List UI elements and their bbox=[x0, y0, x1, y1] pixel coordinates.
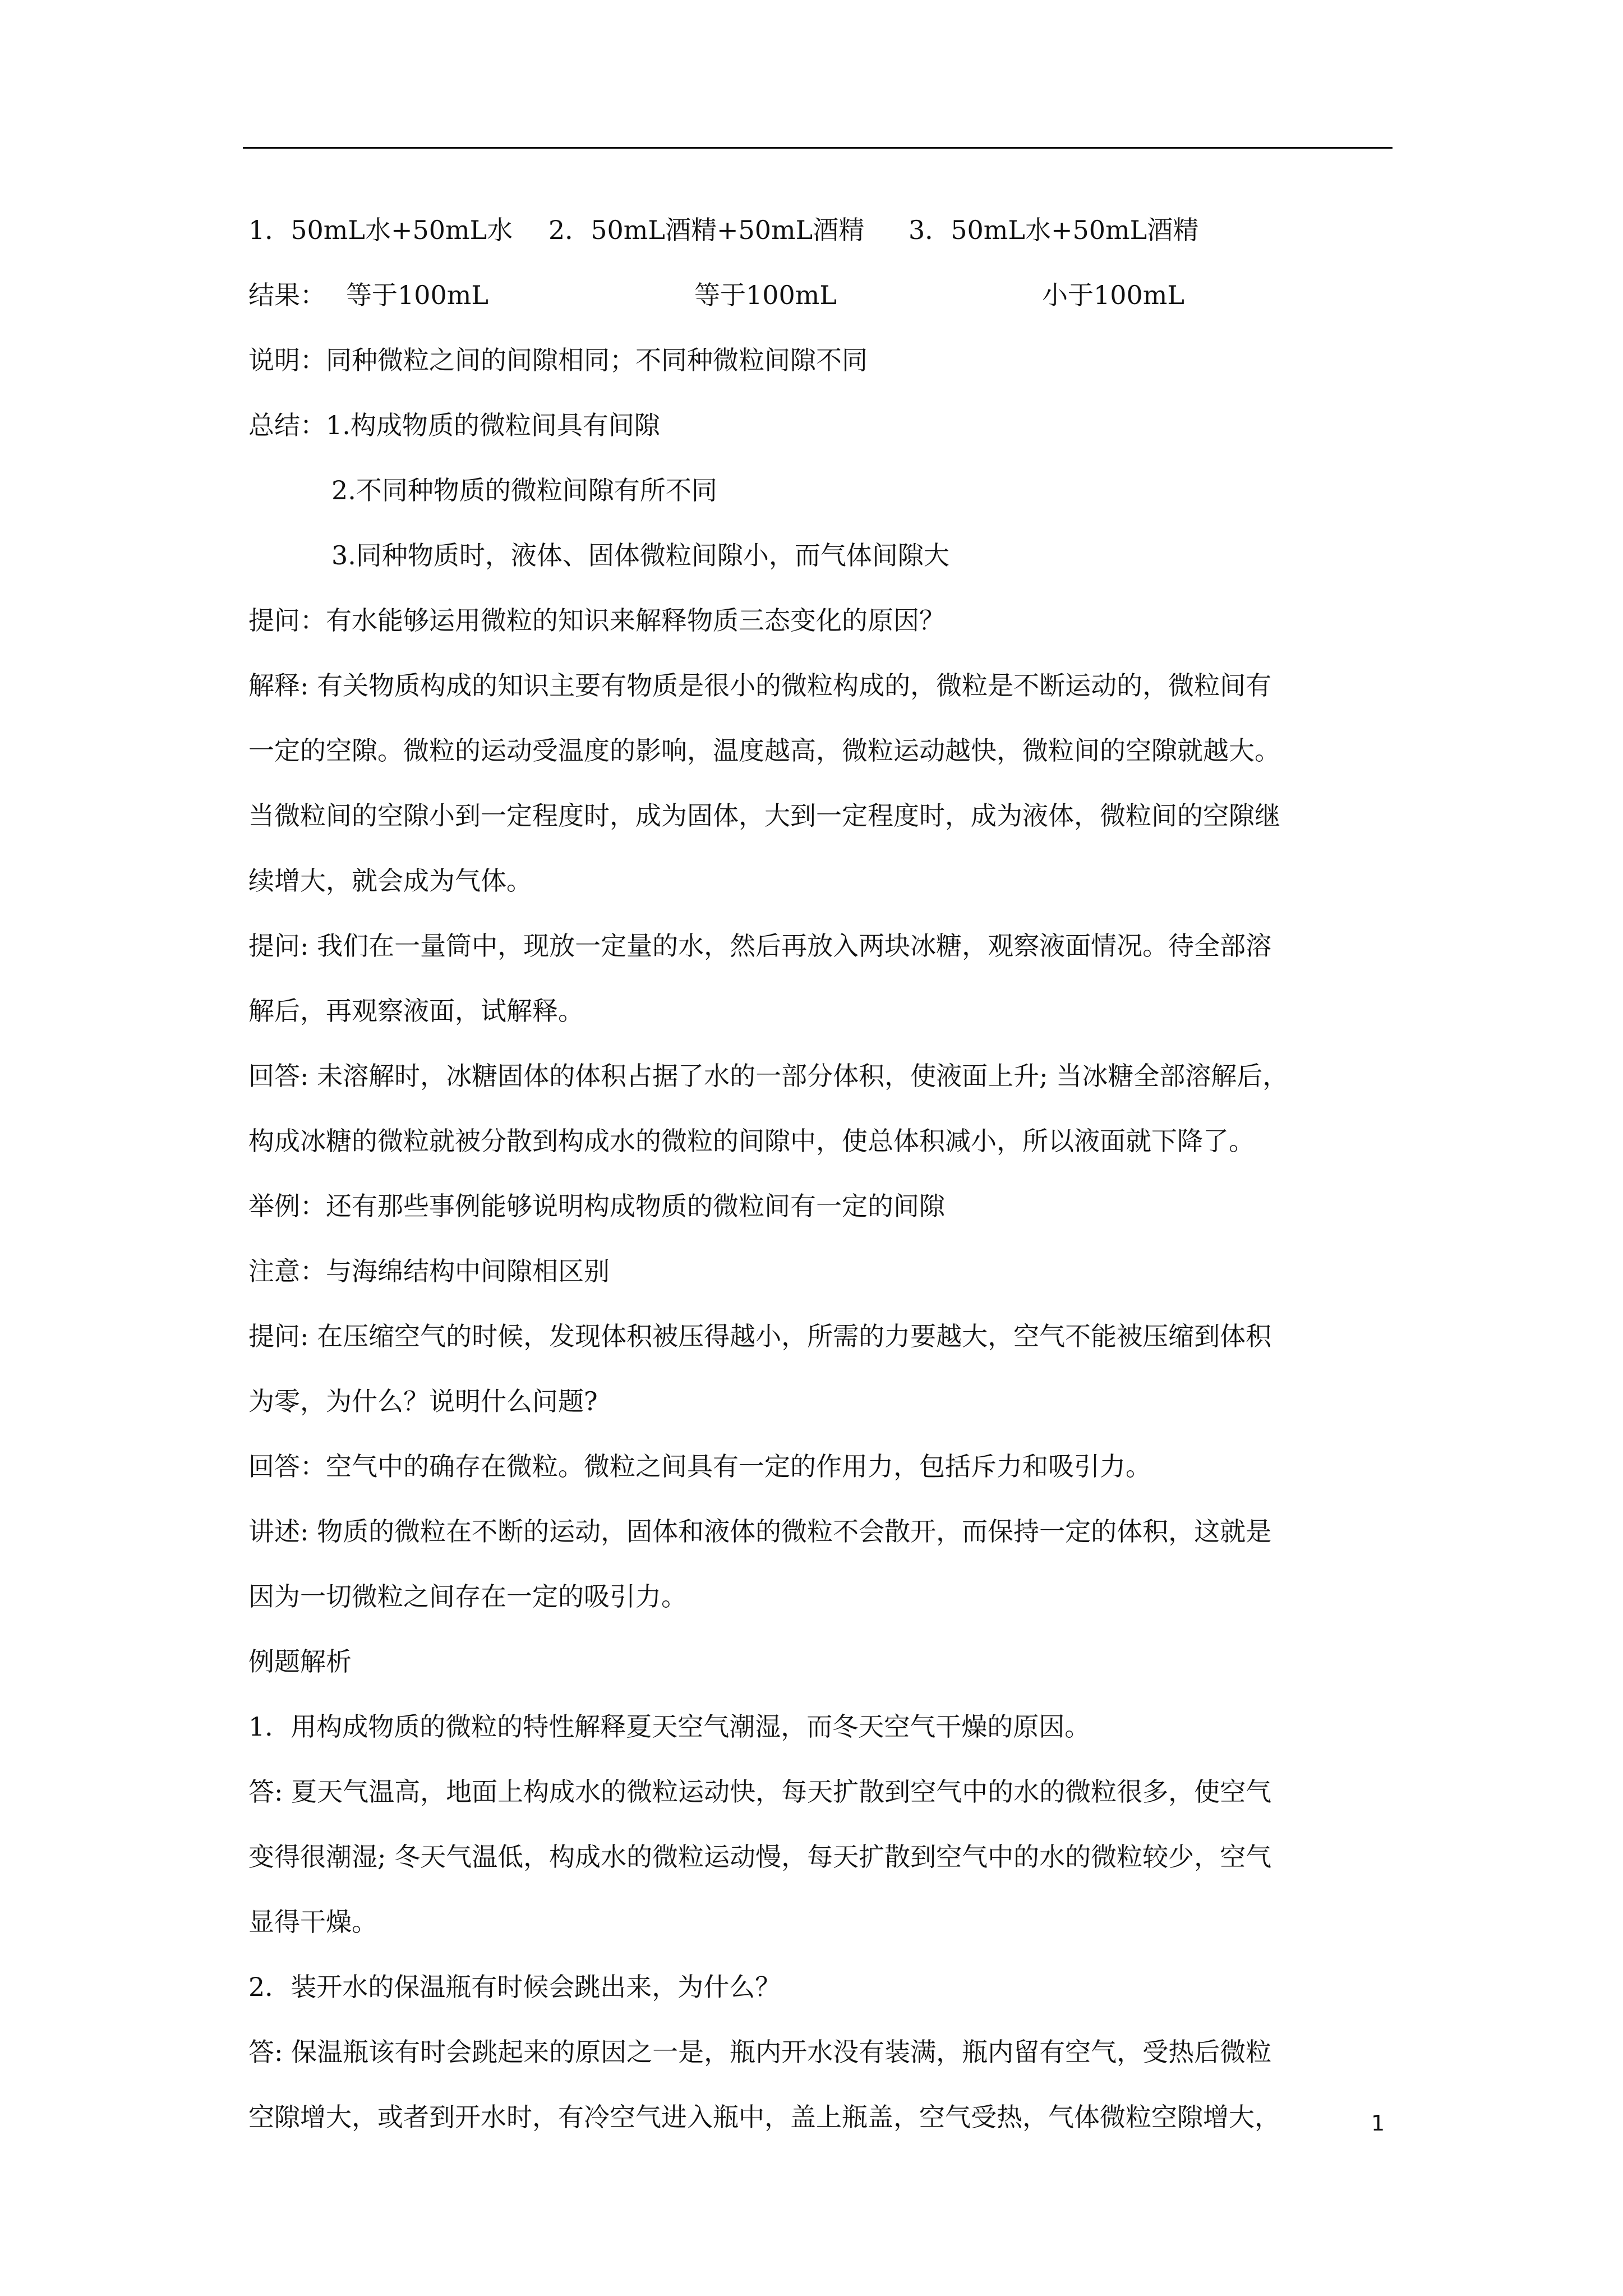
text-line: 续增大，就会成为气体。 bbox=[248, 866, 532, 896]
text-line: 提问: 我们在一量筒中，现放一定量的水，然后再放入两块冰糖，观察液面情况。待全部溶 bbox=[248, 931, 1272, 961]
text-line: 回答：空气中的确存在微粒。微粒之间具有一定的作用力，包括斥力和吸引力。 bbox=[248, 1451, 1151, 1481]
text-line: 为零，为什么？说明什么问题? bbox=[248, 1386, 598, 1416]
text-line: 3.同种物质时，液体、固体微粒间隙小，而气体间隙大 bbox=[331, 540, 949, 570]
text-line: 构成冰糖的微粒就被分散到构成水的微粒的间隙中，使总体积减小，所以液面就下降了。 bbox=[248, 1126, 1255, 1156]
page-number: 1 bbox=[1371, 2111, 1385, 2136]
text-line: 显得干燥。 bbox=[248, 1907, 377, 1937]
text-line: 注意：与海绵结构中间隙相区别 bbox=[248, 1256, 610, 1286]
header-rule bbox=[243, 147, 1393, 149]
text-line: 例题解析 bbox=[248, 1646, 352, 1677]
text-line: 解后，再观察液面，试解释。 bbox=[248, 996, 584, 1026]
text-line: 因为一切微粒之间存在一定的吸引力。 bbox=[248, 1581, 687, 1612]
text-line: 说明：同种微粒之间的间隙相同；不同种微粒间隙不同 bbox=[248, 345, 868, 375]
experiment-item-1: 1．50mL水+50mL水 bbox=[248, 215, 513, 245]
result-1: 等于100mL bbox=[346, 280, 488, 310]
text-line: 当微粒间的空隙小到一定程度时，成为固体，大到一定程度时，成为液体，微粒间的空隙继 bbox=[248, 800, 1280, 831]
text-line: 空隙增大，或者到开水时，有冷空气进入瓶中，盖上瓶盖，空气受热，气体微粒空隙增大， bbox=[248, 2102, 1280, 2132]
text-line: 1．用构成物质的微粒的特性解释夏天空气潮湿，而冬天空气干燥的原因。 bbox=[248, 1711, 1091, 1742]
experiment-item-3: 3．50mL水+50mL酒精 bbox=[909, 215, 1199, 245]
text-line: 回答: 未溶解时，冰糖固体的体积占据了水的一部分体积，使液面上升; 当冰糖全部溶解后， bbox=[248, 1061, 1289, 1091]
text-line: 解释: 有关物质构成的知识主要有物质是很小的微粒构成的，微粒是不断运动的，微粒间有 bbox=[248, 670, 1272, 701]
result-2: 等于100mL bbox=[694, 280, 837, 310]
text-line: 答: 夏天气温高，地面上构成水的微粒运动快，每天扩散到空气中的水的微粒很多，使空气 bbox=[248, 1777, 1272, 1807]
result-label: 结果： bbox=[248, 280, 326, 310]
text-line: 总结：1.构成物质的微粒间具有间隙 bbox=[248, 410, 660, 440]
text-line: 2.不同种物质的微粒间隙有所不同 bbox=[331, 475, 717, 505]
experiment-item-2: 2．50mL酒精+50mL酒精 bbox=[548, 215, 865, 245]
text-line: 提问：有水能够运用微粒的知识来解释物质三态变化的原因？ bbox=[248, 605, 945, 636]
result-3: 小于100mL bbox=[1042, 280, 1184, 310]
text-line: 2．装开水的保温瓶有时候会跳出来，为什么？ bbox=[248, 1972, 781, 2002]
text-line: 提问: 在压缩空气的时候，发现体积被压得越小，所需的力要越大，空气不能被压缩到体积 bbox=[248, 1321, 1272, 1351]
text-line: 答: 保温瓶该有时会跳起来的原因之一是，瓶内开水没有装满，瓶内留有空气，受热后微粒 bbox=[248, 2037, 1272, 2067]
text-line: 讲述: 物质的微粒在不断的运动，固体和液体的微粒不会散开，而保持一定的体积，这就是 bbox=[248, 1516, 1272, 1547]
text-line: 举例：还有那些事例能够说明构成物质的微粒间有一定的间隙 bbox=[248, 1191, 945, 1221]
text-line: 变得很潮湿; 冬天气温低，构成水的微粒运动慢，每天扩散到空气中的水的微粒较少，空气 bbox=[248, 1842, 1272, 1872]
text-line: 一定的空隙。微粒的运动受温度的影响，温度越高，微粒运动越快，微粒间的空隙就越大。 bbox=[248, 735, 1280, 766]
